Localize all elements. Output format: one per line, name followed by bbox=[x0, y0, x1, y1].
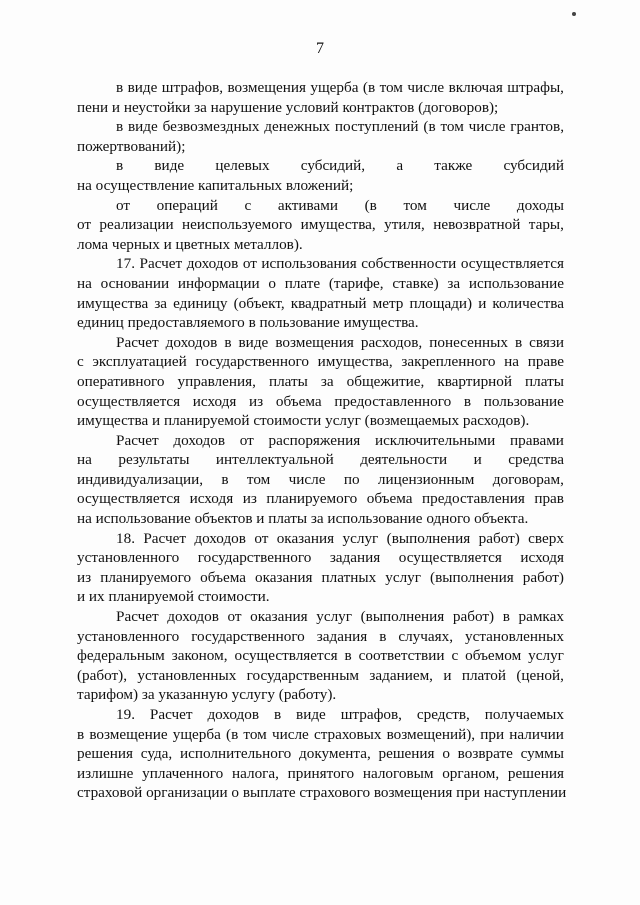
text-line: страховой организации о выплате страхового возмещения при наступлении bbox=[77, 784, 567, 802]
text-line: Расчет доходов от оказания услуг (выполнения работ) в рамках bbox=[116, 608, 564, 626]
text-line: в виде целевых субсидий, а также субсидий bbox=[116, 157, 564, 175]
text-line: единиц предоставляемого в пользование имущества. bbox=[77, 314, 419, 332]
text-line: 18. Расчет доходов от оказания услуг (выполнения работ) сверх bbox=[116, 529, 564, 547]
document-body bbox=[77, 78, 567, 803]
text-line: установленного государственного задания осуществляется исходя bbox=[77, 549, 564, 567]
text-line: Расчет доходов в виде возмещения расходов, понесенных в связи bbox=[116, 333, 564, 351]
paragraph bbox=[77, 156, 564, 195]
text-line: тарифом) за указанную услугу (работу). bbox=[77, 686, 337, 704]
paragraph bbox=[77, 431, 564, 529]
scan-mark bbox=[572, 12, 576, 16]
text-line: (работ), установленных государственным заданием, и платой (ценой, bbox=[77, 666, 564, 684]
paragraph bbox=[77, 705, 567, 803]
text-line: индивидуализации, в том числе по лицензионным договорам, bbox=[77, 470, 564, 488]
text-line: осуществляется исходя из планируемого объема предоставления прав bbox=[77, 490, 564, 508]
paragraph bbox=[77, 607, 564, 705]
text-line: и их планируемой стоимости. bbox=[77, 588, 270, 606]
paragraph bbox=[77, 78, 564, 117]
text-line: лома черных и цветных металлов). bbox=[77, 235, 303, 253]
paragraph bbox=[77, 117, 564, 156]
text-line: на основании информации о плате (тарифе, ставке) за использование bbox=[77, 274, 564, 292]
paragraph bbox=[77, 196, 564, 255]
text-line: 17. Расчет доходов от использования собственности осуществляется bbox=[116, 255, 564, 273]
text-line: осуществляется исходя из объема предоставленного в пользование bbox=[77, 392, 564, 410]
text-line: федеральным законом, осуществляется в соответствии с объемом услуг bbox=[77, 647, 564, 665]
text-line: на использование объектов и платы за использование одного объекта. bbox=[77, 510, 529, 528]
text-line: установленного государственного задания в случаях, установленных bbox=[77, 627, 564, 645]
text-line: на осуществление капитальных вложений; bbox=[77, 176, 354, 194]
text-line: в возмещение ущерба (в том числе страховых возмещений), при наличии bbox=[77, 725, 564, 743]
text-line: имущества за единицу (объект, квадратный метр площади) и количества bbox=[77, 294, 564, 312]
page-number: 7 bbox=[316, 40, 324, 57]
text-line: из планируемого объема оказания платных услуг (выполнения работ) bbox=[77, 568, 564, 586]
text-line: пожертвований); bbox=[77, 137, 186, 155]
text-line: в виде безвозмездных денежных поступлений (в том числе грантов, bbox=[116, 118, 564, 136]
text-line: 19. Расчет доходов в виде штрафов, средств, получаемых bbox=[116, 706, 564, 723]
text-line: с эксплуатацией государственного имущества, закрепленного на праве bbox=[77, 353, 564, 371]
text-line: Расчет доходов от распоряжения исключительными правами bbox=[116, 431, 564, 449]
text-line: решения суда, исполнительного документа, решения о возврате суммы bbox=[77, 745, 564, 763]
text-line: оперативного управления, платы за общежитие, квартирной платы bbox=[77, 372, 564, 390]
text-line: излишне уплаченного налога, принятого налоговым органом, решения bbox=[77, 764, 564, 782]
paragraph bbox=[77, 333, 564, 431]
text-line: от реализации неиспользуемого имущества, утиля, невозвратной тары, bbox=[77, 216, 564, 234]
text-line: в виде штрафов, возмещения ущерба (в том числе включая штрафы, bbox=[116, 79, 564, 96]
paragraph bbox=[77, 254, 564, 332]
text-line: на результаты интеллектуальной деятельности и средства bbox=[77, 451, 564, 469]
text-line: имущества и планируемой стоимости услуг (возмещаемых расходов). bbox=[77, 412, 530, 430]
text-line: от операций с активами (в том числе доходы bbox=[116, 196, 564, 214]
text-line: пени и неустойки за нарушение условий контрактов (договоров); bbox=[77, 98, 499, 116]
paragraph bbox=[77, 529, 564, 607]
